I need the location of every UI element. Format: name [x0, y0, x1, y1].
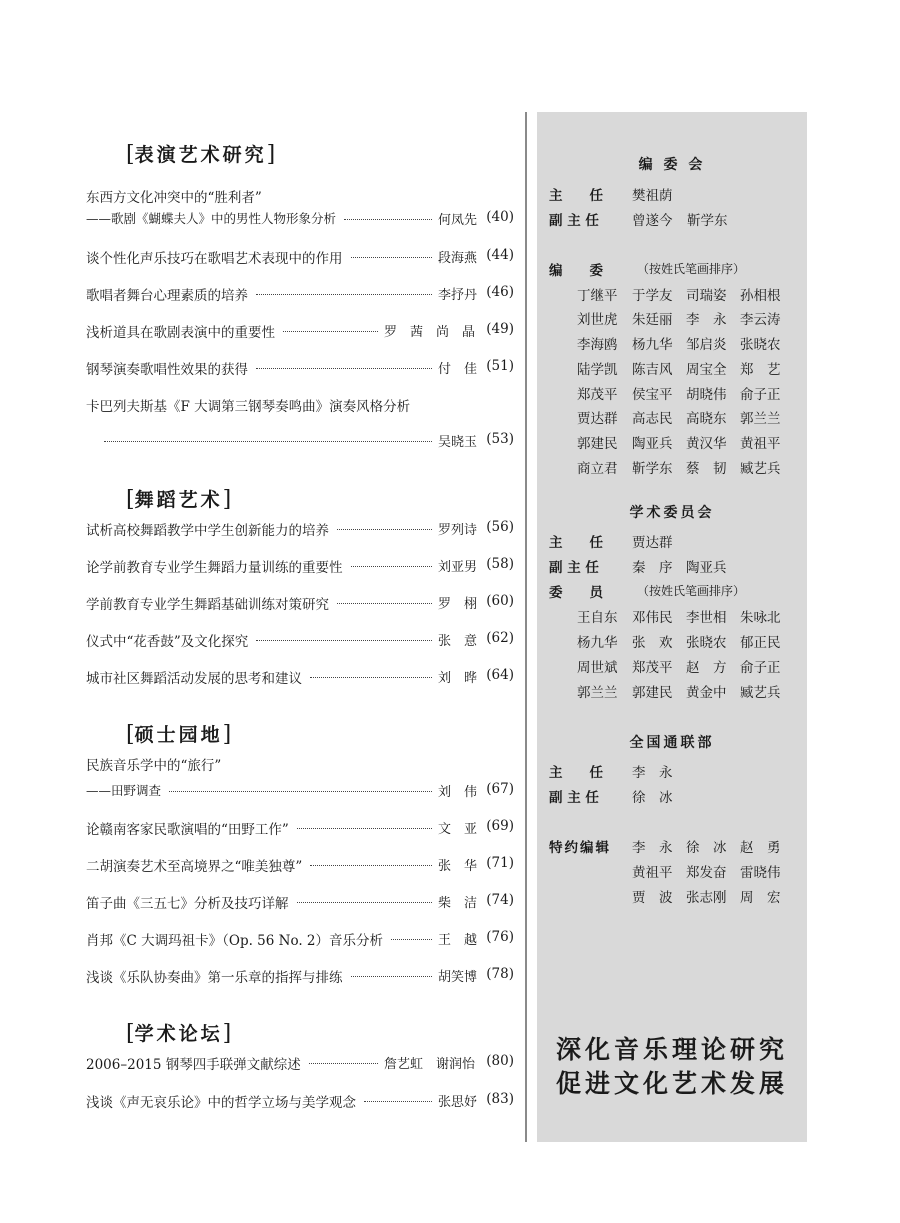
person-name: 郭兰兰 [740, 411, 781, 427]
toc-entry[interactable] [86, 318, 514, 344]
entry-page: (46) [486, 284, 514, 300]
toc-entry-pretitle: 卡巴列夫斯基《F 大调第三钢琴奏鸣曲》演奏风格分析 [86, 399, 411, 415]
toc-entry[interactable] [86, 963, 514, 989]
entry-author: 詹艺虹 谢润怡 [384, 1057, 476, 1072]
entry-page: (80) [486, 1053, 514, 1069]
entry-title: 2006–2015 钢琴四手联弹文献综述 [86, 1053, 303, 1073]
role-label: 副 主 任 [549, 213, 599, 229]
toc-entry[interactable] [86, 926, 514, 952]
person-name: 邹启炎 [686, 337, 727, 353]
entry-title: 论学前教育专业学生舞蹈力量训练的重要性 [86, 556, 345, 576]
person-name: 贾达群 [632, 535, 673, 551]
entry-author: 王 越 [438, 933, 478, 948]
entry-page: (56) [486, 519, 514, 535]
entry-author: 段海燕 [438, 251, 478, 266]
person-name: 孙相根 [740, 288, 781, 304]
person-name: 高晓东 [686, 411, 727, 427]
entry-title: 肖邦《C 大调玛祖卡》（Op. 56 No. 2）音乐分析 [86, 929, 385, 949]
entry-page: (53) [486, 431, 514, 447]
leader-dots [310, 865, 432, 866]
person-name: 于学友 [632, 288, 673, 304]
entry-author: 张思妤 [438, 1095, 478, 1110]
entry-page: (71) [486, 855, 514, 871]
person-name: 贾 波 [632, 890, 673, 906]
person-name: 黄汉华 [686, 436, 727, 452]
person-name: 秦 序 [632, 560, 673, 576]
person-name: 陆学凯 [577, 362, 618, 378]
leader-dots [337, 603, 432, 604]
person-name: 张 欢 [632, 635, 673, 651]
entry-page: (78) [486, 966, 514, 982]
role-label: 编 委 [549, 263, 603, 279]
column-divider [525, 112, 527, 1142]
toc-entry[interactable] [86, 516, 514, 542]
toc-entry[interactable] [86, 428, 514, 454]
toc-entry[interactable] [86, 590, 514, 616]
entry-page: (58) [486, 556, 514, 572]
entry-page: (49) [486, 321, 514, 337]
person-name: 郑发奋 [686, 865, 727, 881]
person-name: 靳学东 [687, 213, 728, 229]
entry-title: 城市社区舞蹈活动发展的思考和建议 [86, 667, 304, 687]
entry-page: (60) [486, 593, 514, 609]
entry-title: 学前教育专业学生舞蹈基础训练对策研究 [86, 593, 331, 613]
role-label: 委 员 [549, 585, 603, 601]
leader-dots [297, 828, 432, 829]
person-name: 徐 冰 [686, 840, 727, 856]
toc-entry[interactable] [86, 1050, 514, 1076]
person-name: 李世相 [686, 610, 727, 626]
entry-author: 柴 洁 [438, 896, 478, 911]
leader-dots [344, 219, 432, 220]
entry-author: 罗 栩 [438, 597, 478, 612]
person-name: 郑 艺 [740, 362, 781, 378]
section-title-text: 舞蹈艺术 [134, 489, 223, 511]
leader-dots [256, 640, 432, 641]
role-label: 主 任 [549, 535, 603, 551]
toc-entry[interactable] [86, 355, 514, 381]
entry-title: 浅谈《声无哀乐论》中的哲学立场与美学观念 [86, 1091, 358, 1111]
entry-page: (51) [486, 358, 514, 374]
leader-dots [364, 1101, 432, 1102]
person-name: 陶亚兵 [686, 560, 727, 576]
toc-entry[interactable] [86, 553, 514, 579]
person-name: 高志民 [632, 411, 673, 427]
person-name: 胡晓伟 [686, 387, 727, 403]
person-name: 丁继平 [577, 288, 618, 304]
entry-author: 张 意 [438, 634, 478, 649]
leader-dots [256, 294, 432, 295]
person-name: 赵 勇 [740, 840, 781, 856]
leader-dots [310, 677, 432, 678]
person-name: 曾遂今 [632, 213, 673, 229]
entry-author: 刘 晔 [438, 671, 478, 686]
section-title-performance: [表演艺术研究] [126, 142, 276, 167]
toc-entry[interactable] [86, 1088, 514, 1114]
toc-entry[interactable] [86, 627, 514, 653]
person-name: 贾达群 [577, 411, 618, 427]
entry-title: 仪式中“花香鼓”及文化探究 [86, 630, 250, 650]
academic-committee-heading: 学术委员会 [629, 505, 715, 521]
toc-entry[interactable] [86, 889, 514, 915]
section-title-text: 学术论坛 [134, 1023, 223, 1045]
toc-entry[interactable] [86, 664, 514, 690]
entry-page: (69) [486, 818, 514, 834]
entry-author: 付 佳 [438, 362, 478, 377]
role-label: 主 任 [549, 188, 603, 204]
entry-page: (83) [486, 1091, 514, 1107]
person-name: 商立君 [577, 461, 618, 477]
entry-author: 刘 伟 [438, 785, 478, 800]
leader-dots [309, 1063, 378, 1064]
entry-title: 二胡演奏艺术至高境界之“唯美独尊” [86, 855, 304, 875]
person-name: 郑茂平 [632, 660, 673, 676]
editorial-board-panel [537, 112, 807, 1142]
person-name: 俞子正 [740, 660, 781, 676]
leader-dots [256, 368, 432, 369]
person-name: 侯宝平 [632, 387, 673, 403]
entry-title: 浅析道具在歌剧表演中的重要性 [86, 321, 277, 341]
person-name: 臧艺兵 [740, 685, 781, 701]
entry-title: 试析高校舞蹈教学中学生创新能力的培养 [86, 519, 331, 539]
entry-title: ——田野调查 [86, 783, 162, 798]
section-title-forum: [学术论坛] [126, 1021, 232, 1046]
person-name: 杨九华 [577, 635, 618, 651]
toc-entry[interactable] [86, 244, 514, 270]
person-name: 周宝全 [686, 362, 727, 378]
role-label: 副 主 任 [549, 790, 599, 806]
entry-page: (67) [486, 781, 514, 797]
leader-dots [391, 939, 432, 940]
entry-page: (62) [486, 630, 514, 646]
person-name: 陈吉风 [632, 362, 673, 378]
person-name: 朱廷丽 [632, 312, 673, 328]
section-title-text: 表演艺术研究 [134, 144, 267, 166]
person-name: 周世斌 [577, 660, 618, 676]
person-name: 司瑞姿 [686, 288, 727, 304]
person-name: 李 永 [686, 312, 727, 328]
person-name: 黄金中 [686, 685, 727, 701]
entry-author: 何凤先 [438, 213, 478, 228]
person-name: 张晓农 [686, 635, 727, 651]
leader-dots [169, 791, 432, 792]
toc-entry[interactable] [86, 206, 514, 232]
person-name: 雷晓伟 [740, 865, 781, 881]
sort-note: （按姓氏笔画排序） [637, 262, 746, 276]
entry-page: (64) [486, 667, 514, 683]
entry-title: 钢琴演奏歌唱性效果的获得 [86, 358, 250, 378]
person-name: 张志刚 [686, 890, 727, 906]
entry-page: (74) [486, 892, 514, 908]
person-name: 郭建民 [577, 436, 618, 452]
entry-page: (40) [486, 209, 514, 225]
section-title-master: [硕士园地] [126, 722, 232, 747]
person-name: 李 永 [632, 840, 673, 856]
entry-title: 歌唱者舞台心理素质的培养 [86, 284, 250, 304]
entry-author: 刘亚男 [438, 560, 478, 575]
person-name: 李云涛 [740, 312, 781, 328]
toc-entry[interactable] [86, 778, 514, 804]
section-title-dance: [舞蹈艺术] [126, 487, 232, 512]
person-name: 臧艺兵 [740, 461, 781, 477]
entry-author: 罗 茜 尚 晶 [384, 325, 476, 340]
entry-author: 李抒丹 [438, 288, 478, 303]
role-label: 特约编辑 [549, 840, 611, 856]
leader-dots [283, 331, 378, 332]
person-name: 郭建民 [632, 685, 673, 701]
entry-title: 谈个性化声乐技巧在歌唱艺术表现中的作用 [86, 247, 345, 267]
person-name: 李海鸥 [577, 337, 618, 353]
leader-dots [351, 257, 432, 258]
section-title-text: 硕士园地 [134, 724, 223, 746]
leader-dots [104, 441, 432, 442]
role-label: 副 主 任 [549, 560, 599, 576]
entry-title: 论赣南客家民歌演唱的“田野工作” [86, 818, 291, 838]
leader-dots [297, 902, 432, 903]
person-name: 赵 方 [686, 660, 727, 676]
person-name: 郁正民 [740, 635, 781, 651]
person-name: 蔡 韧 [686, 461, 727, 477]
toc-entry-pretitle: 东西方文化冲突中的“胜利者” [86, 190, 262, 206]
person-name: 刘世虎 [577, 312, 618, 328]
liaison-heading: 全国通联部 [629, 735, 715, 751]
toc-entry[interactable] [86, 852, 514, 878]
entry-page: (44) [486, 247, 514, 263]
leader-dots [351, 976, 432, 977]
person-name: 俞子正 [740, 387, 781, 403]
person-name: 邓伟民 [632, 610, 673, 626]
entry-page: (76) [486, 929, 514, 945]
entry-author: 文 亚 [438, 822, 478, 837]
person-name: 郭兰兰 [577, 685, 618, 701]
role-label: 主 任 [549, 765, 603, 781]
person-name: 陶亚兵 [632, 436, 673, 452]
person-name: 徐 冰 [632, 790, 673, 806]
editorial-committee-heading: 编 委 会 [638, 157, 706, 173]
entry-title: 笛子曲《三五七》分析及技巧详解 [86, 892, 291, 912]
person-name: 朱咏北 [740, 610, 781, 626]
person-name: 郑茂平 [577, 387, 618, 403]
toc-entry[interactable] [86, 281, 514, 307]
person-name: 李 永 [632, 765, 673, 781]
entry-title: 浅谈《乐队协奏曲》第一乐章的指挥与排练 [86, 966, 345, 986]
person-name: 周 宏 [740, 890, 781, 906]
person-name: 黄祖平 [740, 436, 781, 452]
leader-dots [351, 566, 432, 567]
toc-entry-pretitle: 民族音乐学中的“旅行” [86, 758, 222, 774]
toc-entry[interactable] [86, 815, 514, 841]
slogan-line: 深化音乐理论研究 [555, 1035, 788, 1064]
entry-author: 吴晓玉 [438, 435, 478, 450]
person-name: 张晓农 [740, 337, 781, 353]
leader-dots [337, 529, 432, 530]
entry-author: 胡笑博 [438, 970, 478, 985]
person-name: 王自东 [577, 610, 618, 626]
person-name: 黄祖平 [632, 865, 673, 881]
table-of-contents [86, 0, 514, 1223]
slogan-line: 促进文化艺术发展 [555, 1069, 788, 1098]
entry-author: 张 华 [438, 859, 478, 874]
entry-author: 罗列诗 [438, 523, 478, 538]
person-name: 杨九华 [632, 337, 673, 353]
person-name: 靳学东 [632, 461, 673, 477]
entry-title: ——歌剧《蝴蝶夫人》中的男性人物形象分析 [86, 211, 337, 226]
person-name: 樊祖荫 [632, 188, 673, 204]
sort-note: （按姓氏笔画排序） [637, 584, 746, 598]
